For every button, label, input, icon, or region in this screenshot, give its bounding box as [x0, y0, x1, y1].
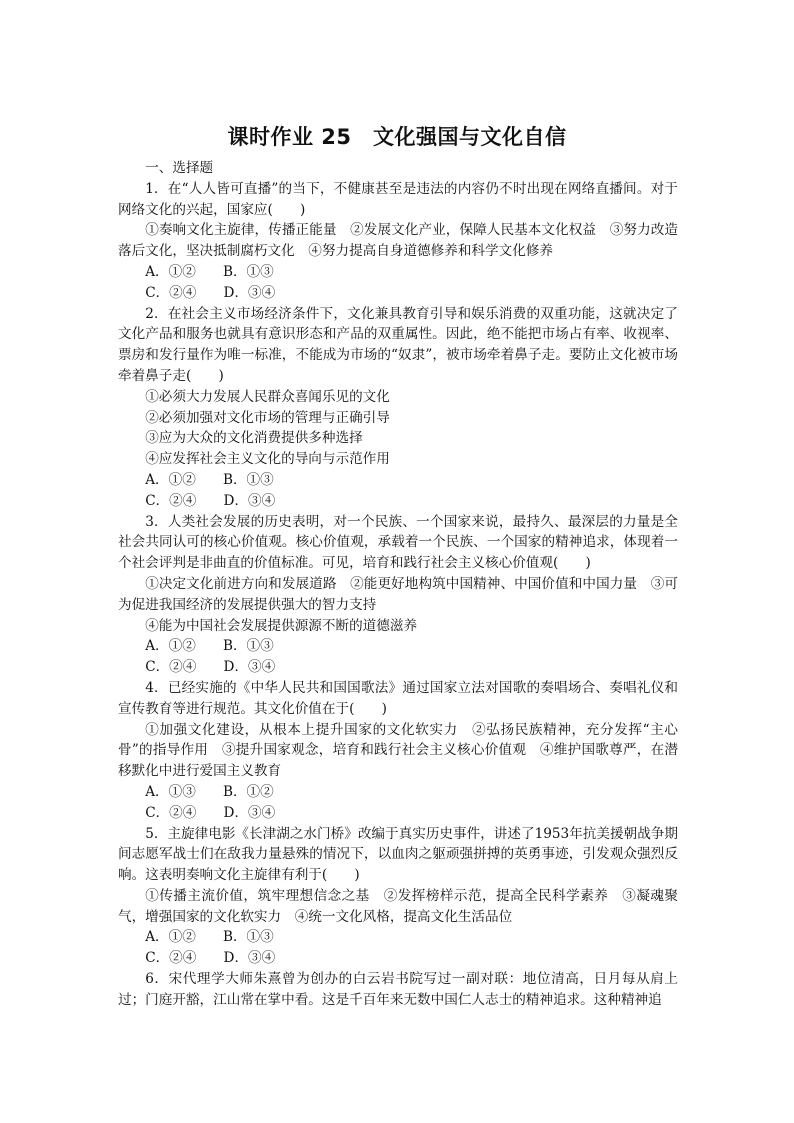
- section-heading: 一、选择题: [145, 160, 214, 176]
- question-1-options-row1: A．①② B．①③: [145, 263, 274, 280]
- question-2-choice-4: ④应发挥社会主义文化的导向与示范作用: [145, 451, 390, 468]
- question-1-stem: 1．在“人人皆可直播”的当下，不健康甚至是违法的内容仍不时出现在网络直播间。对于网络文化的兴起，国家应( ): [118, 180, 678, 218]
- question-1-choices: ①奏响文化主旋律，传播正能量 ②发展文化产业，保障人民基本文化权益 ③努力改造落后文化，坚决抵制腐朽文化 ④努力提高自身道德修养和科学文化修养: [118, 222, 678, 260]
- question-1-options-row2: C．②④ D．③④: [145, 284, 276, 301]
- question-3-options-row1: A．①② B．①③: [145, 638, 274, 655]
- question-2-stem: 2．在社会主义市场经济条件下，文化兼具教育引导和娱乐消费的双重功能，这就决定了文化产品和服务也就具有意识形态和产品的双重属性。因此，绝不能把市场占有率、收视率、票房和发行量作为唯一标准，不能成为市场的“奴隶”，被市场牵着鼻子走。要防止文化被市场牵着鼻子走( ): [118, 305, 678, 384]
- question-5-stem: 5．主旋律电影《长津湖之水门桥》改编于真实历史事件，讲述了1953年抗美援朝战争期间志愿军战士们在敌我力量悬殊的情况下，以血肉之躯顽强拼搏的英勇事迹，引发观众强烈反响。这表明奏响文化主旋律有利于( ): [118, 825, 678, 884]
- question-2-options-row1: A．①② B．①③: [145, 471, 274, 488]
- page-title: 课时作业 25 文化强国与文化自信: [227, 125, 567, 149]
- question-3-choices: ①决定文化前进方向和发展道路 ②能更好地构筑中国精神、中国价值和中国力量 ③可为促进我国经济的发展提供强大的智力支持: [118, 575, 678, 613]
- question-2-choice-3: ③应为大众的文化消费提供多种选择: [145, 430, 363, 447]
- question-2-options-row2: C．②④ D．③④: [145, 492, 276, 509]
- question-list: [118, 158, 678, 1011]
- question-3-options-row2: C．②④ D．③④: [145, 659, 276, 676]
- question-2-choice-1: ①必须大力发展人民群众喜闻乐见的文化: [145, 388, 390, 405]
- question-5-choices: ①传播主流价值，筑牢理想信念之基 ②发挥榜样示范，提高全民科学素养 ③凝魂聚气，增强国家的文化软实力 ④统一文化风格，提高文化生活品位: [118, 887, 678, 925]
- question-4-options-row1: A．①③ B．①②: [145, 783, 274, 800]
- question-4-choices: ①加强文化建设，从根本上提升国家的文化软实力 ②弘扬民族精神，充分发挥“主心骨”的指导作用 ③提升国家观念，培育和践行社会主义核心价值观 ④维护国歌尊严，在潜移默化中进行爱国主义教育: [118, 721, 678, 780]
- question-4-options-row2: C．②④ D．③④: [145, 804, 276, 821]
- question-2-choice-2: ②必须加强对文化市场的管理与正确引导: [145, 409, 390, 426]
- question-4-stem: 4．已经实施的《中华人民共和国国歌法》通过国家立法对国歌的奏唱场合、奏唱礼仪和宣传教育等进行规范。其文化价值在于( ): [118, 679, 678, 717]
- question-5-options-row2: C．②④ D．③④: [145, 950, 276, 967]
- question-6-stem: 6．宋代理学大师朱熹曾为创办的白云岩书院写过一副对联：地位清高，日月每从肩上过；门庭开豁，江山常在掌中看。这是千百年来无数中国仁人志士的精神追求。这种精神追: [118, 971, 678, 1008]
- question-3-choice-extra: ④能为中国社会发展提供源源不断的道德滋养: [145, 617, 418, 634]
- question-3-stem: 3．人类社会发展的历史表明，对一个民族、一个国家来说，最持久、最深层的力量是全社会共同认可的核心价值观。核心价值观，承载着一个民族、一个国家的精神追求，体现着一个社会评判是非曲直的价值标准。可见，培育和践行社会主义核心价值观( ): [118, 513, 678, 572]
- question-5-options-row1: A．①② B．①③: [145, 929, 274, 946]
